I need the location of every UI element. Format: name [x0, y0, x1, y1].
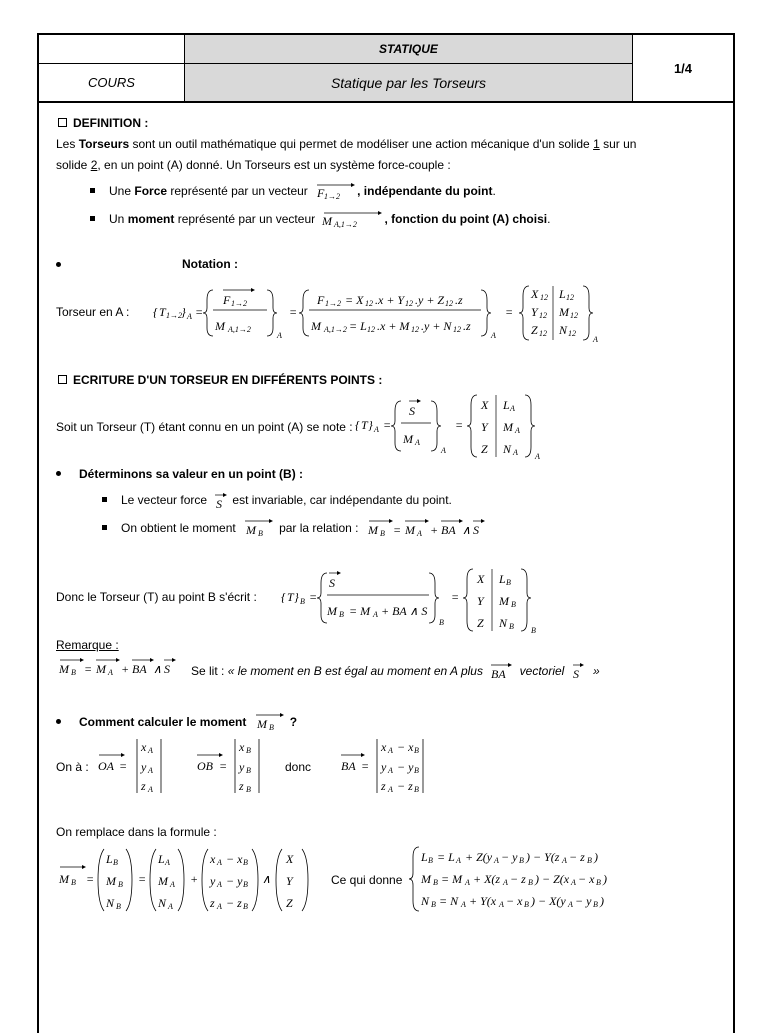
- bullet-icon: [56, 719, 61, 724]
- svg-text:A: A: [535, 452, 540, 459]
- torseur-label: Torseur en A :: [56, 305, 130, 319]
- svg-text:.y + Z: .y + Z: [415, 293, 445, 307]
- svg-text:= M: = M: [349, 604, 371, 618]
- svg-text:}: }: [294, 590, 299, 604]
- svg-text:X: X: [481, 398, 489, 412]
- svg-text:B: B: [71, 878, 76, 887]
- svg-text:− y: − y: [575, 894, 592, 908]
- svg-text:A: A: [373, 610, 378, 619]
- checkbox-icon: [58, 118, 67, 127]
- svg-text:A: A: [494, 856, 499, 865]
- svg-text:= N: = N: [439, 894, 459, 908]
- page-title: Statique par les Torseurs: [185, 64, 633, 101]
- svg-text:B: B: [428, 856, 433, 865]
- svg-text:}: }: [181, 305, 186, 319]
- svg-text:1→2: 1→2: [231, 299, 247, 308]
- svg-text:X: X: [477, 572, 485, 586]
- svg-text:BA: BA: [132, 662, 147, 676]
- svg-text:M: M: [559, 305, 569, 319]
- svg-text:) − Y(z: ) − Y(z: [526, 850, 560, 864]
- svg-text:= X: = X: [345, 293, 364, 307]
- svg-text:12: 12: [566, 293, 574, 302]
- svg-text:B: B: [531, 626, 536, 635]
- svg-text:M: M: [158, 874, 168, 888]
- svg-text:A: A: [568, 900, 573, 909]
- svg-text:12: 12: [411, 325, 419, 334]
- remarque-label: Remarque :: [56, 638, 119, 652]
- svg-text:12: 12: [540, 293, 548, 302]
- svg-text:): ): [594, 850, 598, 864]
- svg-text:A: A: [388, 746, 393, 755]
- bullet-icon: [102, 525, 107, 530]
- svg-text:+: +: [190, 872, 199, 886]
- svg-text:M: M: [106, 874, 116, 888]
- svg-text:=: =: [392, 523, 401, 537]
- svg-text:.x + M: .x + M: [377, 319, 410, 333]
- svg-text:Y: Y: [286, 874, 293, 888]
- svg-text:A: A: [217, 880, 222, 889]
- svg-text:z: z: [141, 779, 146, 793]
- svg-text:= M: = M: [441, 872, 463, 886]
- svg-text:}: }: [368, 418, 373, 432]
- svg-text:B: B: [509, 622, 514, 631]
- svg-text:T: T: [287, 590, 294, 604]
- svg-text:+: +: [429, 523, 438, 537]
- svg-text:): ): [600, 894, 604, 908]
- ecriture-heading: ECRITURE D'UN TORSEUR EN DIFFÉRENTS POINTS :: [58, 373, 382, 387]
- svg-text:B: B: [379, 529, 385, 538]
- svg-text:B: B: [593, 900, 598, 909]
- document-page: [37, 33, 735, 1033]
- force-bullet: Une Force représenté par un vecteur F 1→2 , indépendante du point.: [90, 182, 496, 200]
- svg-text:=: =: [195, 305, 204, 319]
- svg-text:A: A: [503, 878, 508, 887]
- svg-text:A: A: [277, 331, 282, 340]
- svg-text:=: =: [84, 662, 93, 676]
- svg-text:B: B: [433, 878, 438, 887]
- svg-text:+ X(z: + X(z: [473, 872, 501, 886]
- svg-text:N: N: [559, 323, 568, 337]
- svg-text:∧: ∧: [461, 523, 471, 537]
- ce-qui-donne-label: Ce qui donne: [331, 873, 403, 887]
- bullet-icon: [90, 216, 95, 221]
- svg-text:y: y: [141, 760, 147, 774]
- bullet-icon: [102, 497, 107, 502]
- svg-text:.x + Y: .x + Y: [375, 293, 405, 307]
- definition-paragraph-line1: Les Torseurs sont un outil mathématique qui permet de modéliser une action mécanique d'un solide 1 sur un: [56, 137, 637, 151]
- svg-text:+ BA ∧ S: + BA ∧ S: [381, 604, 428, 618]
- svg-text:− x: − x: [226, 852, 243, 866]
- calcul-heading: Comment calculer le moment M B ?: [56, 712, 297, 732]
- notation-heading: [56, 258, 79, 272]
- svg-text:A: A: [148, 785, 153, 794]
- svg-text:A: A: [416, 529, 422, 538]
- svg-text:A: A: [491, 331, 496, 340]
- svg-text:=: =: [505, 305, 514, 319]
- svg-text:N: N: [499, 616, 508, 630]
- svg-text:y: y: [239, 760, 245, 774]
- mb-vector: [252, 712, 288, 732]
- svg-text:B: B: [519, 856, 524, 865]
- svg-text:x: x: [381, 740, 387, 754]
- svg-text:Z: Z: [531, 323, 538, 337]
- svg-text:M: M: [499, 594, 509, 608]
- svg-text:A: A: [441, 446, 446, 455]
- svg-text:1→2: 1→2: [324, 192, 341, 200]
- svg-text:A: A: [165, 858, 170, 867]
- svg-text:N: N: [106, 896, 115, 910]
- svg-text:− y: − y: [397, 760, 414, 774]
- svg-text:= L: = L: [349, 319, 367, 333]
- svg-text:A: A: [170, 880, 175, 889]
- svg-text:A: A: [148, 746, 153, 755]
- course-label: COURS: [39, 64, 185, 101]
- ecriture-intro: Soit un Torseur (T) étant connu en un point (A) se note :: [56, 420, 353, 434]
- svg-text:B: B: [268, 723, 274, 732]
- svg-text:Y: Y: [477, 594, 484, 608]
- svg-text:12: 12: [445, 299, 453, 308]
- svg-text:S: S: [472, 523, 479, 537]
- svg-text:12: 12: [453, 325, 461, 334]
- remplace-line: On remplace dans la formule :: [56, 825, 217, 839]
- svg-text:A: A: [499, 900, 504, 909]
- svg-text:A: A: [562, 856, 567, 865]
- svg-text:=: =: [219, 759, 228, 773]
- definition-heading: DEFINITION :: [58, 116, 148, 130]
- torseur-notation-formula: [151, 282, 621, 344]
- moment-vector-formula: [320, 210, 382, 228]
- notation-title: Notation :: [182, 257, 238, 271]
- svg-text:M: M: [322, 214, 333, 228]
- svg-text:x: x: [239, 740, 245, 754]
- svg-text:− z: − z: [397, 779, 413, 793]
- svg-text:S: S: [216, 497, 223, 510]
- svg-text:B: B: [528, 878, 533, 887]
- on-a-label: On à :: [56, 760, 89, 774]
- svg-text:z: z: [210, 896, 215, 910]
- svg-text:=: =: [361, 759, 370, 773]
- svg-text:.z: .z: [455, 293, 463, 307]
- svg-text:B: B: [339, 610, 344, 619]
- definition-paragraph-line2: solide 2, en un point (A) donné. Un Torseurs est un système force-couple :: [56, 158, 451, 172]
- svg-text:A: A: [148, 766, 153, 775]
- svg-text:B: B: [414, 766, 419, 775]
- s-vector: [570, 661, 588, 681]
- svg-text:= L: = L: [437, 850, 455, 864]
- svg-text:B: B: [439, 618, 444, 627]
- svg-text:A: A: [456, 856, 461, 865]
- bullet-icon: [56, 471, 61, 476]
- svg-text:B: B: [246, 785, 251, 794]
- svg-text:A: A: [217, 858, 222, 867]
- svg-text:∧: ∧: [262, 872, 271, 886]
- svg-text:A: A: [593, 335, 598, 344]
- svg-text:N: N: [421, 894, 430, 908]
- vectors-oa-ob-ba: [95, 735, 425, 799]
- svg-text:− y: − y: [226, 874, 243, 888]
- svg-text:x: x: [210, 852, 216, 866]
- svg-text:B: B: [113, 858, 118, 867]
- svg-text:N: N: [503, 442, 512, 456]
- svg-text:B: B: [246, 746, 251, 755]
- svg-text:.z: .z: [463, 319, 471, 333]
- svg-text:− x: − x: [397, 740, 414, 754]
- remarque-formula: [56, 655, 186, 679]
- s-vector-formula: [211, 492, 231, 510]
- svg-text:=: =: [119, 759, 128, 773]
- svg-text:B: B: [116, 902, 121, 911]
- subject-label: STATIQUE: [185, 35, 633, 64]
- svg-text:L: L: [499, 572, 506, 586]
- svg-text:M: M: [503, 420, 513, 434]
- svg-text:B: B: [431, 900, 436, 909]
- svg-text:B: B: [118, 880, 123, 889]
- torseur-b-formula: [279, 565, 549, 635]
- svg-text:BA: BA: [341, 759, 356, 773]
- svg-text:{: {: [281, 590, 286, 604]
- svg-text:F: F: [223, 293, 231, 307]
- svg-text:A: A: [187, 312, 192, 321]
- svg-text:OA: OA: [98, 759, 114, 773]
- svg-text:A: A: [108, 668, 113, 677]
- se-lit-sentence: Se lit : « le moment en B est égal au moment en A plus BA vectoriel S »: [191, 661, 600, 681]
- svg-text:A: A: [465, 878, 470, 887]
- svg-text:A,1→2: A,1→2: [334, 220, 358, 228]
- svg-text:− z: − z: [569, 850, 585, 864]
- svg-text:.y + N: .y + N: [421, 319, 452, 333]
- svg-text:B: B: [300, 597, 305, 606]
- svg-text:X: X: [531, 287, 539, 301]
- svg-text:M: M: [403, 432, 413, 446]
- svg-text:M: M: [311, 319, 321, 333]
- header-table: [39, 35, 733, 103]
- svg-text:Y: Y: [531, 305, 538, 319]
- svg-text:) − Z(x: ) − Z(x: [535, 872, 570, 886]
- svg-text:M: M: [59, 662, 69, 676]
- svg-text:A: A: [415, 438, 420, 447]
- svg-text:M: M: [367, 523, 378, 537]
- svg-text:A: A: [461, 900, 466, 909]
- svg-text:M: M: [246, 523, 257, 537]
- svg-text:L: L: [106, 852, 113, 866]
- svg-text:+ Z(y: + Z(y: [465, 850, 493, 864]
- result-system-formula: [407, 843, 657, 915]
- svg-text:− x: − x: [506, 894, 523, 908]
- svg-text:M: M: [327, 604, 337, 618]
- svg-text:+ Y(x: + Y(x: [469, 894, 497, 908]
- svg-text:B: B: [511, 600, 516, 609]
- svg-text:A: A: [168, 902, 173, 911]
- mb-calculation-formula: [56, 845, 316, 915]
- svg-text:S: S: [329, 576, 335, 590]
- svg-text:M: M: [96, 662, 106, 676]
- svg-text:L: L: [158, 852, 165, 866]
- svg-text:− z: − z: [510, 872, 526, 886]
- svg-text:B: B: [524, 900, 529, 909]
- svg-text:Y: Y: [481, 420, 488, 434]
- svg-text:12: 12: [539, 311, 547, 320]
- svg-text:A,1→2: A,1→2: [228, 325, 251, 334]
- bullet-icon: [56, 262, 61, 267]
- donc-torseur-b: Donc le Torseur (T) au point B s'écrit :: [56, 590, 257, 604]
- svg-text:A: A: [374, 425, 379, 434]
- svg-text:M: M: [59, 872, 69, 886]
- moment-relation-bullet: On obtient le moment M B par la relation : M B = M A + BA ∧ S: [102, 518, 491, 538]
- svg-text:y: y: [210, 874, 216, 888]
- svg-text:1→2: 1→2: [166, 311, 182, 320]
- svg-text:L: L: [503, 398, 510, 412]
- svg-text:L: L: [559, 287, 566, 301]
- svg-text:12: 12: [405, 299, 413, 308]
- svg-text:∧: ∧: [153, 662, 162, 676]
- svg-text:F: F: [317, 293, 325, 307]
- svg-text:Z: Z: [286, 896, 293, 910]
- svg-text:B: B: [243, 858, 248, 867]
- svg-text:{: {: [153, 305, 158, 319]
- svg-text:− x: − x: [578, 872, 595, 886]
- svg-text:B: B: [506, 578, 511, 587]
- svg-text:A: A: [571, 878, 576, 887]
- svg-text:) − X(y: ) − X(y: [531, 894, 566, 908]
- svg-text:B: B: [243, 902, 248, 911]
- torseur-a-formula: [353, 393, 563, 459]
- bullet-icon: [90, 188, 95, 193]
- svg-text:S: S: [164, 662, 170, 676]
- svg-text:=: =: [455, 418, 464, 432]
- svg-text:B: B: [243, 880, 248, 889]
- svg-text:Z: Z: [477, 616, 484, 630]
- svg-text:=: =: [138, 872, 147, 886]
- svg-text:M: M: [215, 319, 225, 333]
- svg-text:=: =: [451, 590, 460, 604]
- vecteur-force-bullet: Le vecteur force S est invariable, car indépendante du point.: [102, 492, 452, 510]
- svg-text:L: L: [421, 850, 428, 864]
- svg-text:F: F: [317, 186, 325, 200]
- svg-text:T: T: [361, 418, 368, 432]
- svg-text:B: B: [258, 529, 263, 538]
- moment-bullet: Un moment représenté par un vecteur M A,1→2 , fonction du point (A) choisi.: [90, 210, 550, 228]
- svg-text:S: S: [572, 667, 579, 681]
- svg-text:12: 12: [365, 299, 373, 308]
- svg-text:A: A: [513, 448, 518, 457]
- svg-text:− y: − y: [501, 850, 518, 864]
- svg-text:12: 12: [367, 325, 375, 334]
- svg-text:M: M: [256, 717, 267, 731]
- svg-text:y: y: [381, 760, 387, 774]
- svg-text:BA: BA: [491, 667, 506, 681]
- svg-text:M: M: [404, 523, 415, 537]
- svg-text:X: X: [286, 852, 294, 866]
- svg-text:B: B: [587, 856, 592, 865]
- svg-text:12: 12: [570, 311, 578, 320]
- svg-text:N: N: [158, 896, 167, 910]
- svg-text:12: 12: [568, 329, 576, 338]
- svg-text:A: A: [388, 785, 393, 794]
- svg-text:B: B: [414, 785, 419, 794]
- svg-text:{: {: [355, 418, 360, 432]
- svg-text:A: A: [510, 404, 515, 413]
- page-number: 1/4: [673, 60, 693, 76]
- svg-text:): ): [603, 872, 607, 886]
- svg-text:12: 12: [539, 329, 547, 338]
- svg-text:OB: OB: [197, 759, 213, 773]
- svg-text:M: M: [421, 872, 431, 886]
- mb-vector-formula: [241, 518, 277, 538]
- svg-text:A: A: [515, 426, 520, 435]
- svg-text:x: x: [141, 740, 147, 754]
- svg-text:A: A: [217, 902, 222, 911]
- checkbox-icon: [58, 375, 67, 384]
- svg-text:z: z: [239, 779, 244, 793]
- moment-relation-formula: [365, 518, 491, 538]
- svg-text:B: B: [596, 878, 601, 887]
- svg-text:B: B: [246, 766, 251, 775]
- svg-text:B: B: [414, 746, 419, 755]
- svg-text:z: z: [381, 779, 386, 793]
- svg-text:− z: − z: [226, 896, 242, 910]
- svg-text:T: T: [159, 305, 166, 319]
- ba-vector: [488, 661, 514, 681]
- svg-text:A,1→2: A,1→2: [324, 325, 347, 334]
- determinons-heading: Déterminons sa valeur en un point (B) :: [56, 467, 303, 481]
- svg-text:=: =: [86, 872, 95, 886]
- svg-text:=: =: [309, 590, 318, 604]
- svg-text:1→2: 1→2: [325, 299, 341, 308]
- svg-text:S: S: [409, 404, 415, 418]
- svg-text:=: =: [289, 305, 298, 319]
- header-empty-cell: [39, 35, 185, 64]
- svg-text:+: +: [121, 662, 130, 676]
- svg-text:B: B: [71, 668, 76, 677]
- svg-text:A: A: [388, 766, 393, 775]
- donc-label: donc: [285, 760, 312, 774]
- svg-text:BA: BA: [440, 523, 456, 537]
- svg-text:Z: Z: [481, 442, 488, 456]
- force-vector-formula: [313, 182, 355, 200]
- svg-text:=: =: [383, 418, 392, 432]
